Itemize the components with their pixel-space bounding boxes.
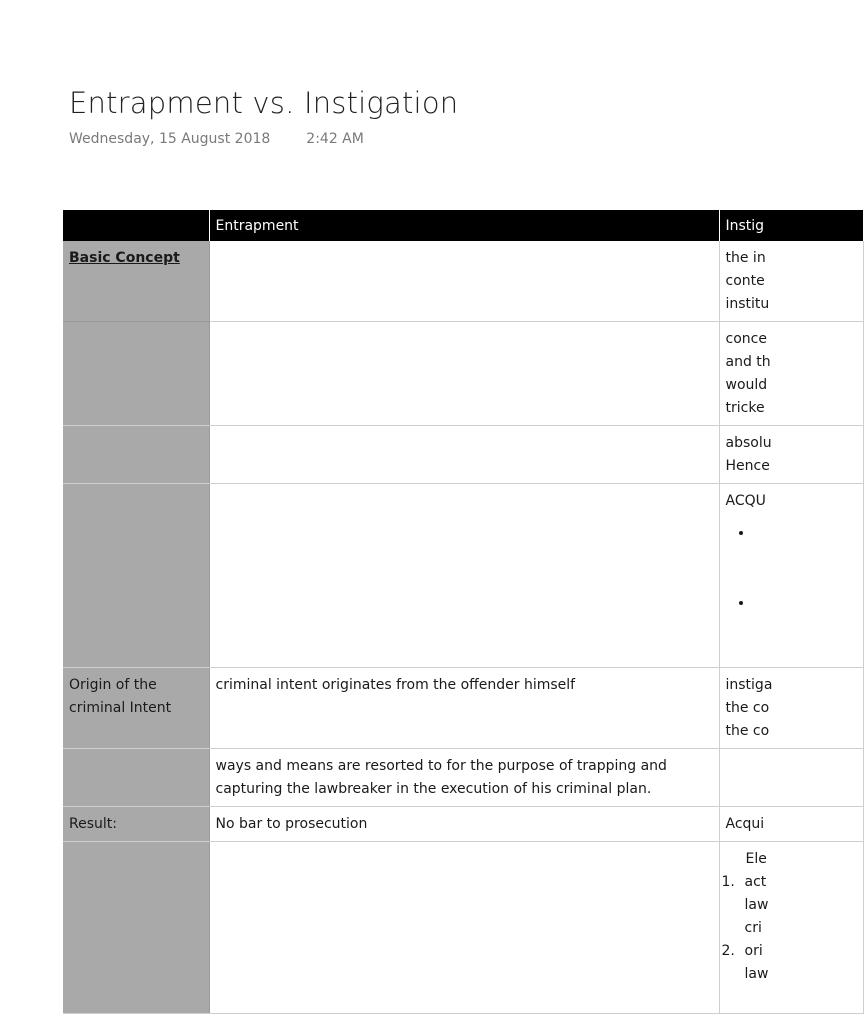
table-row bbox=[63, 322, 863, 426]
instigation-cell[interactable]: Acqui bbox=[719, 807, 863, 842]
cell-line: conce bbox=[725, 331, 767, 347]
instigation-cell[interactable] bbox=[719, 322, 863, 426]
cell-line: Hence bbox=[725, 458, 770, 474]
list-item bbox=[754, 522, 857, 592]
cell-line: would bbox=[725, 377, 768, 393]
instigation-cell[interactable] bbox=[719, 241, 863, 322]
list-number: 1. bbox=[721, 874, 735, 890]
cell-line: cri bbox=[744, 920, 762, 936]
table-row bbox=[63, 668, 863, 749]
cell-line: law bbox=[744, 966, 769, 982]
numbered-list bbox=[721, 871, 857, 986]
header-cell-entrapment[interactable]: Entrapment bbox=[209, 210, 719, 241]
table-row bbox=[63, 241, 863, 322]
page-title: Entrapment vs. Instigation bbox=[69, 86, 459, 120]
cell-line: institu bbox=[725, 296, 770, 312]
instigation-cell[interactable] bbox=[719, 484, 863, 668]
table-row bbox=[63, 484, 863, 668]
entrapment-cell[interactable] bbox=[209, 241, 719, 322]
table-header-row bbox=[63, 210, 863, 241]
row-label[interactable]: Origin of the criminal Intent bbox=[63, 668, 209, 749]
cell-line: act bbox=[744, 874, 767, 890]
list-item bbox=[754, 592, 857, 662]
comparison-table bbox=[63, 210, 773, 982]
cell-line: ori bbox=[744, 943, 763, 959]
cell-line: Ele bbox=[745, 851, 767, 867]
page-time: 2:42 AM bbox=[306, 131, 364, 147]
list-number: 2. bbox=[721, 943, 735, 959]
bullet-list bbox=[726, 522, 857, 662]
entrapment-cell[interactable]: No bar to prosecution bbox=[209, 807, 719, 842]
table-row bbox=[63, 842, 863, 1014]
cell-line: absolu bbox=[725, 435, 772, 451]
entrapment-cell[interactable]: criminal intent originates from the offender himself bbox=[209, 668, 719, 749]
row-label[interactable] bbox=[63, 842, 209, 1014]
cell-line: the in bbox=[725, 250, 766, 266]
table-row bbox=[63, 749, 863, 807]
list-item bbox=[721, 940, 857, 986]
row-label[interactable] bbox=[63, 484, 209, 668]
entrapment-cell[interactable] bbox=[209, 426, 719, 484]
row-label[interactable] bbox=[63, 241, 209, 322]
row-label[interactable] bbox=[63, 749, 209, 807]
cell-line: instiga bbox=[725, 677, 773, 693]
entrapment-cell[interactable] bbox=[209, 484, 719, 668]
cell-line: the co bbox=[725, 700, 770, 716]
row-label[interactable] bbox=[63, 322, 209, 426]
table-row bbox=[63, 807, 863, 842]
instigation-cell[interactable] bbox=[719, 668, 863, 749]
row-label[interactable] bbox=[63, 426, 209, 484]
cell-line: conte bbox=[725, 273, 765, 289]
row-label[interactable]: Result: bbox=[63, 807, 209, 842]
page-timestamp bbox=[69, 131, 364, 147]
cell-line: law bbox=[744, 897, 769, 913]
cell-line: the co bbox=[725, 723, 770, 739]
header-cell-blank[interactable] bbox=[63, 210, 209, 241]
list-item bbox=[721, 871, 857, 940]
cell-line: tricke bbox=[725, 400, 765, 416]
cell-line: and th bbox=[725, 354, 771, 370]
page-date: Wednesday, 15 August 2018 bbox=[69, 131, 271, 147]
table-row bbox=[63, 426, 863, 484]
instigation-cell[interactable] bbox=[719, 749, 863, 807]
entrapment-cell[interactable] bbox=[209, 842, 719, 1014]
instigation-cell[interactable] bbox=[719, 426, 863, 484]
cell-line: ACQU bbox=[725, 493, 766, 509]
header-cell-instigation[interactable]: Instig bbox=[719, 210, 863, 241]
row-label-text: Basic Concept bbox=[69, 250, 180, 266]
instigation-cell[interactable] bbox=[719, 842, 863, 1014]
entrapment-cell[interactable] bbox=[209, 322, 719, 426]
entrapment-cell[interactable]: ways and means are resorted to for the purpose of trapping and capturing the lawbreaker in the execution of his criminal plan. bbox=[209, 749, 719, 807]
